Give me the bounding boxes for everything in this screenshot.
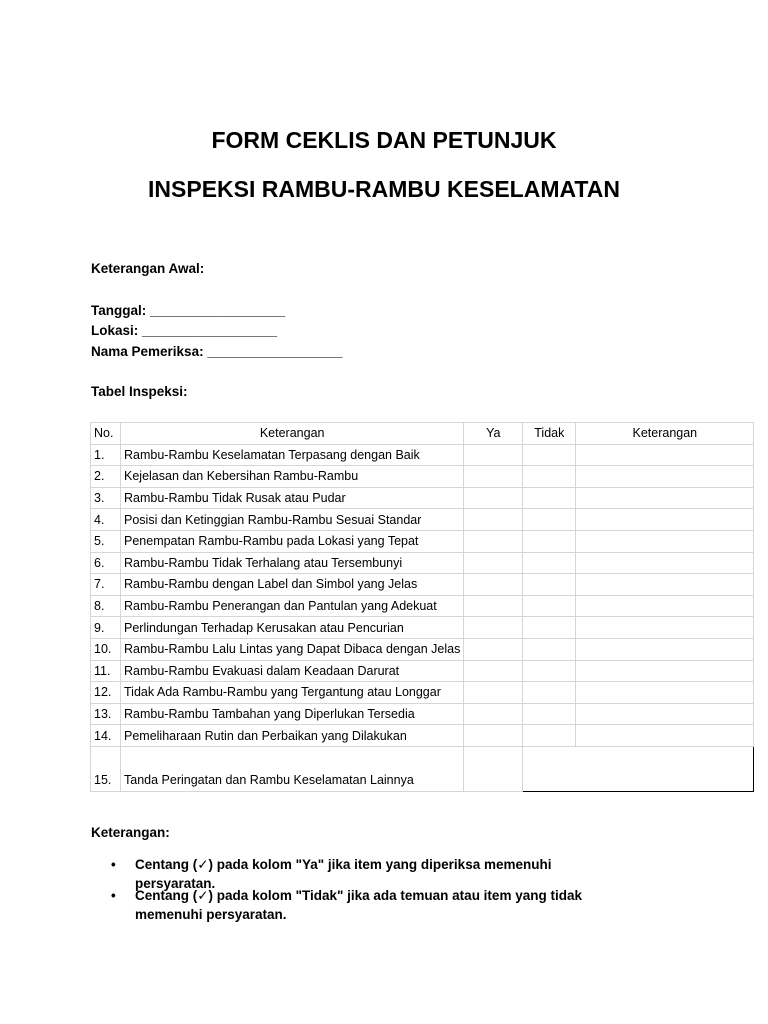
- table-row: [91, 660, 754, 682]
- check-tidak-cell[interactable]: [523, 660, 576, 682]
- check-tidak-cell[interactable]: [523, 509, 576, 531]
- row-description: Posisi dan Ketinggian Rambu-Rambu Sesuai Standar: [121, 509, 464, 531]
- row-description: Tanda Peringatan dan Rambu Keselamatan Lainnya: [121, 746, 464, 791]
- check-tidak-cell[interactable]: [523, 682, 576, 704]
- row-number: 8.: [91, 595, 121, 617]
- check-tidak-cell[interactable]: [523, 466, 576, 488]
- check-tidak-cell[interactable]: [523, 530, 576, 552]
- row-number: 13.: [91, 703, 121, 725]
- header-tidak: Tidak: [523, 423, 576, 445]
- row-number: 4.: [91, 509, 121, 531]
- table-row: [91, 682, 754, 704]
- notes-cell[interactable]: [576, 725, 754, 747]
- table-row: [91, 617, 754, 639]
- notes-cell[interactable]: [576, 530, 754, 552]
- bullet-icon: •: [111, 888, 116, 903]
- notes-cell[interactable]: [576, 703, 754, 725]
- check-ya-cell[interactable]: [464, 487, 523, 509]
- table-row: [91, 574, 754, 596]
- row-description: Rambu-Rambu Evakuasi dalam Keadaan Darurat: [121, 660, 464, 682]
- inspection-table: [90, 422, 754, 792]
- check-tidak-cell[interactable]: [523, 552, 576, 574]
- row-description: Perlindungan Terhadap Kerusakan atau Pencurian: [121, 617, 464, 639]
- table-row: [91, 638, 754, 660]
- check-ya-cell[interactable]: [464, 746, 523, 791]
- check-ya-cell[interactable]: [464, 725, 523, 747]
- date-field: Tanggal: __________________: [91, 303, 286, 318]
- notes-cell[interactable]: [576, 660, 754, 682]
- check-tidak-cell[interactable]: [523, 725, 576, 747]
- table-row: [91, 444, 754, 466]
- table-row: [91, 487, 754, 509]
- row-number: 1.: [91, 444, 121, 466]
- row-number: 7.: [91, 574, 121, 596]
- table-row: [91, 725, 754, 747]
- check-ya-cell[interactable]: [464, 660, 523, 682]
- check-tidak-cell[interactable]: [523, 638, 576, 660]
- table-row: [91, 703, 754, 725]
- row-description: Rambu-Rambu Lalu Lintas yang Dapat Dibaca dengan Jelas: [121, 638, 464, 660]
- row-number: 15.: [91, 746, 121, 791]
- check-ya-cell[interactable]: [464, 530, 523, 552]
- check-ya-cell[interactable]: [464, 617, 523, 639]
- check-tidak-cell[interactable]: [523, 444, 576, 466]
- check-ya-cell[interactable]: [464, 595, 523, 617]
- header-no: No.: [91, 423, 121, 445]
- check-tidak-cell[interactable]: [523, 746, 754, 791]
- table-header-row: [91, 423, 754, 445]
- notes-cell[interactable]: [576, 444, 754, 466]
- check-ya-cell[interactable]: [464, 703, 523, 725]
- table-row: [91, 595, 754, 617]
- row-description: Rambu-Rambu Penerangan dan Pantulan yang Adekuat: [121, 595, 464, 617]
- check-ya-cell[interactable]: [464, 638, 523, 660]
- note-text: Centang (✓) pada kolom "Ya" jika item yang diperiksa memenuhi persyaratan.: [135, 857, 552, 891]
- row-description: Rambu-Rambu Tidak Terhalang atau Tersembunyi: [121, 552, 464, 574]
- row-description: Rambu-Rambu Keselamatan Terpasang dengan Baik: [121, 444, 464, 466]
- row-description: Penempatan Rambu-Rambu pada Lokasi yang Tepat: [121, 530, 464, 552]
- bullet-icon: •: [111, 857, 116, 872]
- table-row: [91, 746, 754, 791]
- notes-cell[interactable]: [576, 552, 754, 574]
- check-tidak-cell[interactable]: [523, 595, 576, 617]
- form-title-line1: FORM CEKLIS DAN PETUNJUK: [211, 127, 557, 153]
- table-row: [91, 509, 754, 531]
- row-number: 11.: [91, 660, 121, 682]
- check-tidak-cell[interactable]: [523, 574, 576, 596]
- notes-cell[interactable]: [576, 638, 754, 660]
- row-number: 6.: [91, 552, 121, 574]
- check-ya-cell[interactable]: [464, 509, 523, 531]
- notes-cell[interactable]: [576, 595, 754, 617]
- row-number: 14.: [91, 725, 121, 747]
- header-ya: Ya: [464, 423, 523, 445]
- row-description: Pemeliharaan Rutin dan Perbaikan yang Dilakukan: [121, 725, 464, 747]
- inspector-name-field: Nama Pemeriksa: __________________: [91, 344, 343, 359]
- header-keterangan-notes: Keterangan: [576, 423, 754, 445]
- row-description: Rambu-Rambu Tidak Rusak atau Pudar: [121, 487, 464, 509]
- notes-cell[interactable]: [576, 487, 754, 509]
- notes-cell[interactable]: [576, 574, 754, 596]
- row-number: 9.: [91, 617, 121, 639]
- form-title-line2: INSPEKSI RAMBU-RAMBU KESELAMATAN: [148, 176, 620, 202]
- check-ya-cell[interactable]: [464, 574, 523, 596]
- notes-cell[interactable]: [576, 466, 754, 488]
- notes-heading: Keterangan:: [91, 825, 170, 840]
- table-row: [91, 530, 754, 552]
- check-ya-cell[interactable]: [464, 552, 523, 574]
- table-row: [91, 466, 754, 488]
- notes-cell[interactable]: [576, 617, 754, 639]
- check-ya-cell[interactable]: [464, 444, 523, 466]
- notes-cell[interactable]: [576, 682, 754, 704]
- row-description: Rambu-Rambu dengan Label dan Simbol yang Jelas: [121, 574, 464, 596]
- initial-notes-heading: Keterangan Awal:: [91, 261, 205, 276]
- check-ya-cell[interactable]: [464, 682, 523, 704]
- row-number: 2.: [91, 466, 121, 488]
- header-keterangan: Keterangan: [121, 423, 464, 445]
- row-description: Rambu-Rambu Tambahan yang Diperlukan Tersedia: [121, 703, 464, 725]
- row-number: 10.: [91, 638, 121, 660]
- row-number: 12.: [91, 682, 121, 704]
- notes-cell[interactable]: [576, 509, 754, 531]
- row-number: 5.: [91, 530, 121, 552]
- check-tidak-cell[interactable]: [523, 487, 576, 509]
- check-tidak-cell[interactable]: [523, 703, 576, 725]
- location-field: Lokasi: __________________: [91, 323, 278, 338]
- note-text: Centang (✓) pada kolom "Tidak" jika ada temuan atau item yang tidak memenuhi persyaratan.: [135, 888, 582, 922]
- row-description: Tidak Ada Rambu-Rambu yang Tergantung atau Longgar: [121, 682, 464, 704]
- row-number: 3.: [91, 487, 121, 509]
- check-ya-cell[interactable]: [464, 466, 523, 488]
- check-tidak-cell[interactable]: [523, 617, 576, 639]
- row-description: Kejelasan dan Kebersihan Rambu-Rambu: [121, 466, 464, 488]
- inspection-table-heading: Tabel Inspeksi:: [91, 384, 188, 399]
- table-row: [91, 552, 754, 574]
